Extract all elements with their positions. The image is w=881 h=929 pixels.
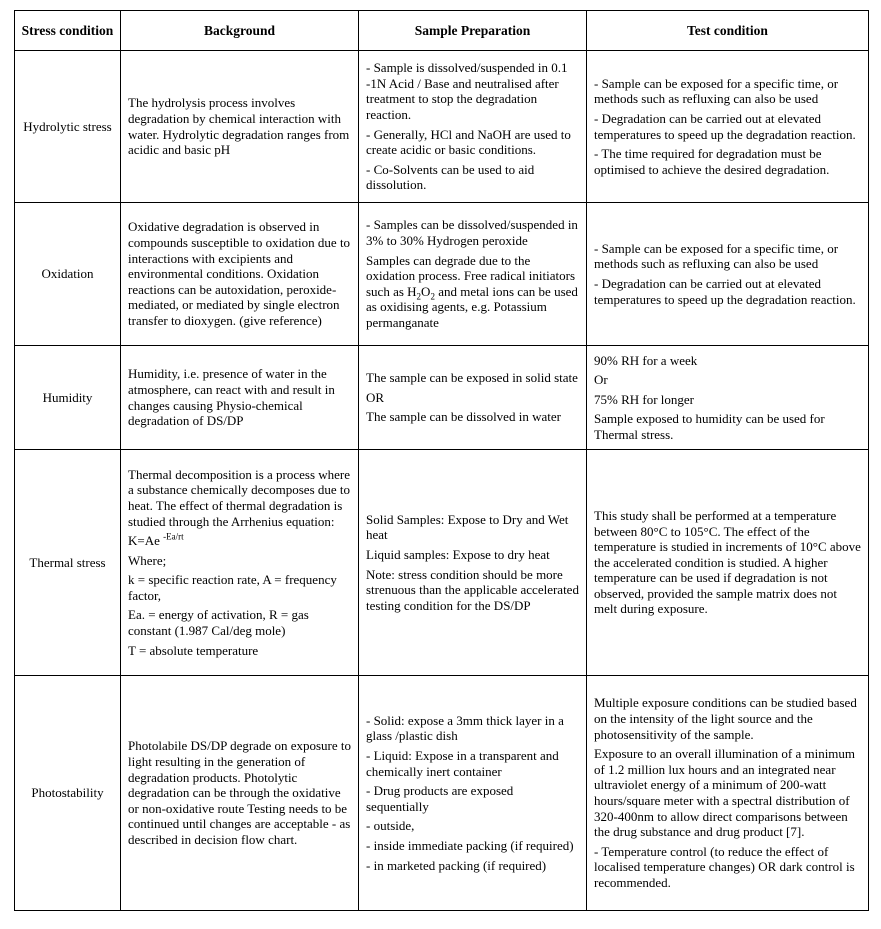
cell-paragraph: - Solid: expose a 3mm thick layer in a glass /plastic dish <box>366 712 564 744</box>
cell-paragraph: Multiple exposure conditions can be studied based on the intensity of the light source and the photosensitivity of the sample. <box>594 695 857 742</box>
cell-test-condition <box>587 450 869 676</box>
cell-paragraph: Exposure to an overall illumination of a minimum of 1.2 million lux hours and an integrated near ultraviolet energy of a minimum of 200-watt hours/square meter with a spectral distribution of 320-400nm to allow direct comparisons between the drug substance and drug product [7]. <box>594 746 856 840</box>
cell-paragraph: - Co-Solvents can be used to aid dissolution. <box>366 161 535 193</box>
cell-paragraph: - Sample can be exposed for a specific time, or methods such as refluxing can also be used <box>594 240 839 272</box>
cell-sample-preparation <box>359 51 587 203</box>
cell-stress-condition: Thermal stress <box>15 450 121 676</box>
cell-sample-preparation <box>359 203 587 346</box>
header-background: Background <box>121 11 359 51</box>
cell-paragraph: - Degradation can be carried out at elevated temperatures to speed up the degradation reaction. <box>594 276 856 307</box>
cell-paragraph: - Sample is dissolved/suspended in 0.1 -1N Acid / Base and neutralised after treatment to stop the degradation reaction. <box>366 60 568 122</box>
cell-sample-preparation <box>359 676 587 911</box>
table-row <box>15 346 869 450</box>
cell-paragraph: - Samples can be dissolved/suspended in 3% to 30% Hydrogen peroxide <box>366 217 578 249</box>
header-sample-preparation: Sample Preparation <box>359 11 587 51</box>
cell-paragraph: Or <box>594 372 608 388</box>
cell-stress-condition: Hydrolytic stress <box>15 51 121 203</box>
cell-paragraph: k = specific reaction rate, A = frequency factor, <box>128 572 337 603</box>
cell-paragraph: This study shall be performed at a temperature between 80°C to 105°C. The effect of the temperature is studied in increments of 10°C above the accelerated condition is studied. A higher temperature can be used if degradation is not observed, provided the sample matrix does not melt during exposure. <box>594 507 861 617</box>
cell-paragraph: Sample exposed to humidity can be used for Thermal stress. <box>594 411 825 442</box>
cell-sample-preparation <box>359 450 587 676</box>
cell-stress-condition: Humidity <box>15 346 121 450</box>
cell-test-condition <box>587 676 869 911</box>
cell-paragraph: The hydrolysis process involves degradation by chemical interaction with water. Hydrolytic degradation ranges from acidic and basic pH <box>128 95 350 158</box>
cell-paragraph: Ea. = energy of activation, R = gas constant (1.987 Cal/deg mole) <box>128 607 309 639</box>
cell-paragraph: OR <box>366 389 385 405</box>
cell-paragraph: - in marketed packing (if required) <box>366 857 547 873</box>
subscript-text: 2 <box>430 291 435 302</box>
cell-stress-condition: Oxidation <box>15 203 121 346</box>
table-row <box>15 676 869 911</box>
cell-paragraph: 75% RH for longer <box>594 391 695 407</box>
subscript-text: 2 <box>416 291 422 302</box>
cell-paragraph: The sample can be dissolved in water <box>366 409 561 425</box>
stress-conditions-table <box>14 10 869 911</box>
header-stress-condition: Stress condition <box>15 11 121 51</box>
cell-paragraph: Humidity, i.e. presence of water in the atmosphere, can react with and result in changes causing Physio-chemical degradation of DS/DP <box>128 366 335 429</box>
cell-paragraph: 90% RH for a week <box>594 352 698 368</box>
cell-paragraph: - inside immediate packing (if required) <box>366 837 574 853</box>
cell-paragraph: The sample can be exposed in solid state <box>366 370 578 386</box>
cell-background <box>121 203 359 346</box>
cell-sample-preparation <box>359 346 587 450</box>
cell-paragraph: Solid Samples: Expose to Dry and Wet heat <box>366 511 569 543</box>
cell-background <box>121 51 359 203</box>
cell-paragraph: Oxidative degradation is observed in compounds susceptible to oxidation due to interactions with excipients and environmental conditions. Oxidation reactions can be autoxidation, peroxide-mediated, or mediated by single electron transfer to dioxygen. (give reference) <box>128 219 351 328</box>
cell-paragraph: Note: stress condition should be more strenuous than the applicable accelerated testing condition for the DS/DP <box>366 566 579 613</box>
table-row <box>15 51 869 203</box>
header-row <box>15 11 869 51</box>
cell-background <box>121 676 359 911</box>
cell-paragraph: - Generally, HCl and NaOH are used to create acidic or basic conditions. <box>366 126 571 158</box>
cell-background <box>121 450 359 676</box>
cell-paragraph: Photolabile DS/DP degrade on exposure to light resulting in the generation of degradation products. Photolytic degradation can be through the oxidative or non-oxidative route Testing needs to be continued until changes are acceptable - as described in decision flow chart. <box>128 738 352 847</box>
cell-paragraph: Liquid samples: Expose to dry heat <box>366 546 550 562</box>
cell-paragraph: Thermal decomposition is a process where a substance chemically decomposes due to heat. The effect of thermal degradation is studied through the Arrhenius equation: <box>128 466 351 529</box>
superscript-text: -Ea/rt <box>163 531 184 542</box>
cell-paragraph: Where; <box>128 552 167 568</box>
cell-paragraph: - Liquid: Expose in a transparent and chemically inert container <box>366 748 559 779</box>
cell-paragraph: Samples can degrade due to the oxidation process. Free radical initiators such as $H_2O_2$ and metal ions can be used as oxidising agents, e.g. Potassium permanganate <box>366 252 578 330</box>
cell-paragraph: - Degradation can be carried out at elevated temperatures to speed up the degradation reaction. <box>594 110 856 142</box>
cell-test-condition <box>587 203 869 346</box>
cell-test-condition <box>587 346 869 450</box>
cell-paragraph: - The time required for degradation must be optimised to achieve the desired degradation. <box>594 146 830 177</box>
cell-test-condition <box>587 51 869 203</box>
table-row <box>15 203 869 346</box>
cell-paragraph: - outside, <box>366 818 415 834</box>
cell-stress-condition: Photostability <box>15 676 121 911</box>
cell-paragraph: T = absolute temperature <box>128 642 259 658</box>
cell-paragraph: K=Ae $^{-Ea/rt}$ <box>128 531 184 549</box>
header-test-condition: Test condition <box>587 11 869 51</box>
table-row <box>15 450 869 676</box>
cell-paragraph: - Sample can be exposed for a specific time, or methods such as refluxing can also be used <box>594 75 839 107</box>
cell-paragraph: - Temperature control (to reduce the effect of localised temperature changes) OR dark control is recommended. <box>594 843 855 890</box>
cell-paragraph: - Drug products are exposed sequentially <box>366 783 514 814</box>
cell-background <box>121 346 359 450</box>
table-body <box>15 51 869 911</box>
